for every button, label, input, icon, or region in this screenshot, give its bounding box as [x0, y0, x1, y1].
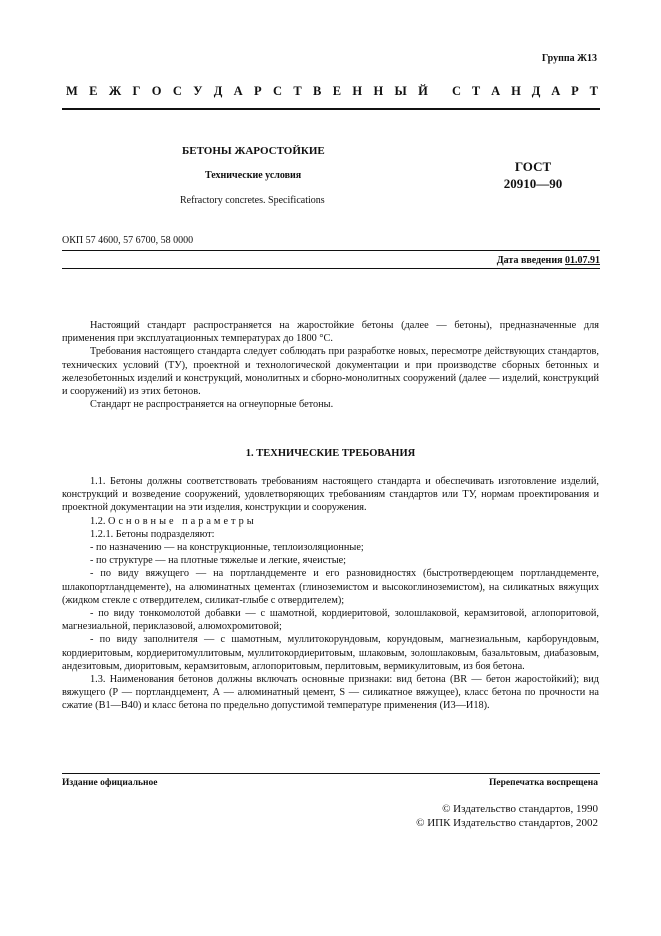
document-title: БЕТОНЫ ЖАРОСТОЙКИЕ — [182, 145, 325, 157]
banner-letter: С — [452, 84, 462, 98]
banner-letter: Ы — [394, 84, 407, 98]
effective-date-label: Дата введения — [496, 255, 563, 266]
banner-letter: А — [551, 84, 561, 98]
banner-letter: У — [193, 84, 203, 98]
header-rule — [62, 108, 600, 110]
banner-letter: С — [273, 84, 283, 98]
gost-designation — [493, 158, 573, 192]
intro-paragraph: Настоящий стандарт распространяется на жаростойкие бетоны (далее — бетоны), предназначенные для применения при эксплуатационных температурах до 1800 °С. — [62, 320, 599, 345]
banner-letter: Т — [589, 84, 598, 98]
banner-letter: Й — [418, 84, 428, 98]
banner-letter: Ж — [108, 84, 122, 98]
classification-item: - по назначению — на конструкционные, теплоизоляционные; — [90, 542, 364, 554]
standard-banner — [66, 84, 598, 99]
clause-1-1: 1.1. Бетоны должны соответствовать требованиям настоящего стандарта и обеспечивать изготовление изделий, конструкций и возведение сооружений, удовлетворяющих требованиям стандартов или ТУ, нормам проектирования и проектной документации на эти изделия, конструкции и сооружения. — [62, 476, 599, 514]
group-code: Группа Ж13 — [541, 53, 597, 64]
banner-letter: Д — [213, 84, 223, 98]
clause-1-3: 1.3. Наименования бетонов должны включать основные признаки: вид бетона (BR — бетон жаростойкий); вид вяжущего (Р — портландцемент, А — алюминатный цемент, S — силикатное вяжущее), класс бетона по прочности на сжатие (В1—В40) и класс бетона по предельно допустимой температуре применения (И3—И18). — [62, 674, 599, 712]
banner-letter: М — [66, 84, 78, 98]
banner-letter: Г — [132, 84, 141, 98]
banner-letter: Е — [332, 84, 342, 98]
intro-block — [62, 319, 599, 411]
okp-rule — [62, 250, 600, 251]
intro-paragraph: Стандарт не распространяется на огнеупорные бетоны. — [90, 399, 334, 411]
date-rule — [62, 268, 600, 269]
classification-item: - по виду вяжущего — на портландцементе и его разновидностях (быстротвердеющем портландцементе, шлакопортландцементе), на алюминатных цементах (глиноземистом и высокоглиноземистом), на силикатных вяжущих (жидком стекле с отвердителем, силикат-глыбе с отвердителем); — [62, 568, 599, 606]
banner-letter: О — [151, 84, 162, 98]
document-title-english: Refractory concretes. Specifications — [180, 195, 325, 206]
section-body — [62, 475, 599, 713]
banner-letter: В — [313, 84, 322, 98]
effective-date — [497, 255, 600, 266]
classification-item: - по виду тонкомолотой добавки — с шамотной, кордиеритовой, золошлаковой, керамзитовой, аглопоритовой, магнезиальной, периклазовой, алюмохромитовой; — [62, 608, 599, 633]
banner-letter: Н — [352, 84, 363, 98]
banner-letter: Н — [511, 84, 521, 98]
okp-codes: ОКП 57 4600, 57 6700, 58 0000 — [62, 235, 194, 246]
banner-letter: С — [172, 84, 182, 98]
banner-letter: Р — [571, 84, 579, 98]
clause-1-2-number: 1.2. — [90, 515, 106, 527]
clause-1-2 — [62, 515, 599, 528]
section-heading: 1. ТЕХНИЧЕСКИЕ ТРЕБОВАНИЯ — [245, 448, 416, 459]
copyright-line: © Издательство стандартов, 1990 — [442, 803, 598, 815]
classification-item: - по виду заполнителя — с шамотным, муллитокорундовым, корундовым, магнезиальным, карборундовым, кордиеритовым, кордиеритомуллитовым, муллитокордиеритовым, шлаковым, золошлаковым, базальтовым, диабазовым, андезитовым, диоритовым, керамзитовым, аглопоритовым, перлитовым, вермикулитовым, из боя бетона. — [62, 634, 599, 672]
banner-letter: Е — [89, 84, 98, 98]
classification-item: - по структуре — на плотные тяжелые и легкие, ячеистые; — [90, 555, 347, 567]
copyright-block — [416, 802, 598, 830]
gost-number: 20910—90 — [503, 176, 563, 191]
intro-paragraph: Требования настоящего стандарта следует соблюдать при разработке новых, пересмотре действующих стандартов, технических условий (ТУ), проектной и технологической документации и при производстве сборных бетонных и железобетонных изделий и конструкций, монолитных и сборно-монолитных сооружений (далее — изделий, конструкций и сооружений) из этих бетонов. — [62, 346, 599, 398]
banner-letter: Р — [254, 84, 262, 98]
banner-letter: Н — [373, 84, 384, 98]
document-subtitle: Технические условия — [205, 170, 302, 181]
gost-label: ГОСТ — [514, 159, 552, 174]
clause-1-2-1: 1.2.1. Бетоны подразделяют: — [90, 528, 215, 540]
effective-date-value: 01.07.91 — [565, 255, 600, 266]
banner-letter: Д — [531, 84, 541, 98]
banner-letter: Т — [471, 84, 481, 98]
banner-word-standard — [452, 84, 598, 99]
banner-letter: Т — [293, 84, 302, 98]
footer-rule — [62, 773, 600, 774]
banner-word-interstate — [66, 84, 428, 99]
banner-letter: А — [491, 84, 501, 98]
copyright-line: © ИПК Издательство стандартов, 2002 — [416, 817, 598, 829]
banner-letter: А — [233, 84, 243, 98]
clause-1-2-title: Основные параметры — [108, 515, 257, 527]
reprint-prohibited-label: Перепечатка воспрещена — [488, 778, 598, 788]
official-edition-label: Издание официальное — [62, 778, 158, 788]
